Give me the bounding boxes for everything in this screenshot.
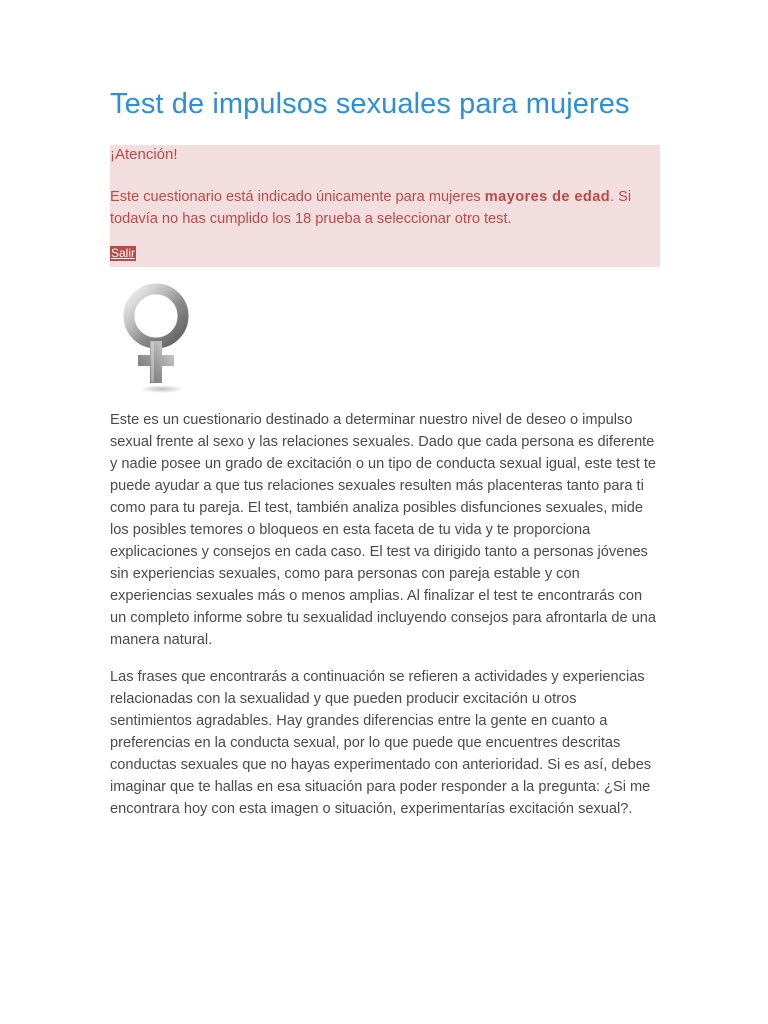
female-symbol-icon bbox=[110, 283, 200, 395]
intro-paragraph: Este es un cuestionario destinado a determinar nuestro nivel de deseo o impulso sexual frente al sexo y las relaciones sexuales. Dado que cada persona es diferente y nadie posee un grado de excitación o un tipo de conducta sexual igual, este test te puede ayudar a que tus relaciones sexuales resulten más placenteras tanto para ti como para tu pareja. El test, también analiza posibles disfunciones sexuales, mide los posibles temores o bloqueos en esta faceta de tu vida y te proporciona explicaciones y consejos en cada caso. El test va dirigido tanto a personas jóvenes sin experiencias sexuales, como para personas con pareja estable y con experiencias sexuales más o menos amplias. Al finalizar el test te encontrarás con un completo informe sobre tu sexualidad incluyendo consejos para afrontarla de una manera natural. bbox=[110, 412, 657, 648]
page-title: Test de impulsos sexuales para mujeres bbox=[110, 88, 630, 120]
age-warning-alert bbox=[110, 145, 660, 267]
instructions-paragraph: Las frases que encontrarás a continuación se refieren a actividades y experiencias relacionadas con la sexualidad y que pueden producir excitación u otros sentimientos agradables. Hay grandes diferencias entre la gente en cuanto a preferencias en la conducta sexual, por lo que puede que encuentres descritas conductas sexuales que no hayas experimentado con anterioridad. Si es así, debes imaginar que te hallas en esa situación para poder responder a la pregunta: ¿Si me encontrara hoy con esta imagen o situación, experimentarías excitación sexual?. bbox=[110, 669, 652, 817]
alert-message bbox=[110, 186, 660, 230]
alert-text-before: Este cuestionario está indicado únicamente para mujeres bbox=[110, 189, 485, 205]
alert-text-after: . Si todavía no has cumplido los 18 prueba a seleccionar otro test. bbox=[110, 189, 632, 227]
page-content bbox=[110, 84, 660, 820]
exit-link[interactable]: Salir bbox=[111, 246, 136, 260]
alert-heading: ¡Atención! bbox=[110, 146, 178, 163]
alert-text-bold: mayores de edad bbox=[484, 189, 611, 205]
